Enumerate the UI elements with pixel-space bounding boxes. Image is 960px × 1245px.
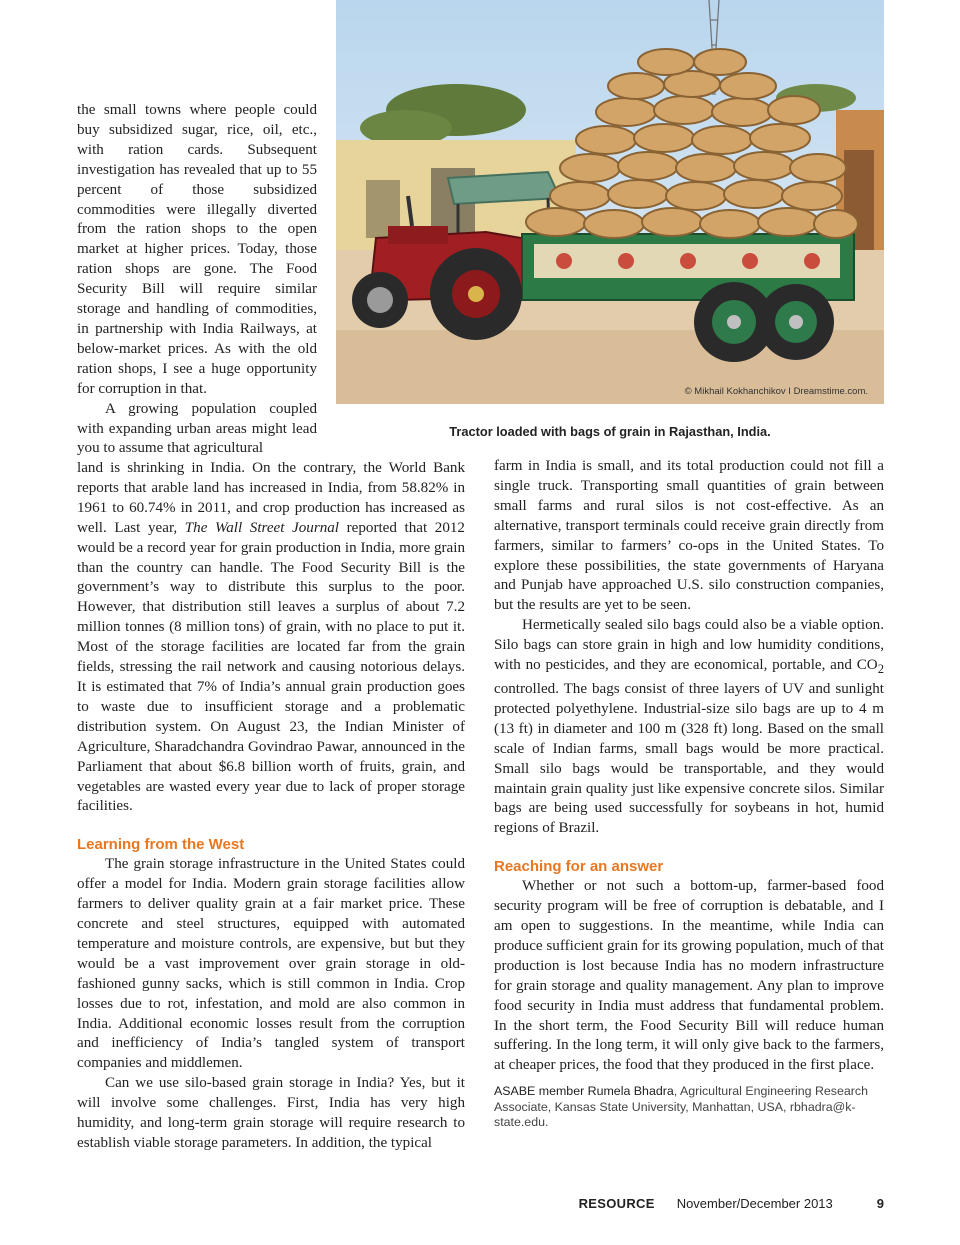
- page-footer: [560, 1196, 884, 1211]
- paragraph-silo-challenges: Can we use silo-based grain storage in India? Yes, but it will involve some challenges. First, India has very high humidity, and long-term grain storage will require research to establish viable storage parameters. In addition, the typical: [77, 1075, 465, 1151]
- author-name: ASABE member Rumela Bhadra: [494, 1084, 674, 1099]
- right-column: [494, 457, 884, 1131]
- paragraph-silo-bags-b: controlled. The bags consist of three layers of UV and sunlight protected polyethylene. Industrial-size silo bags are up to 4 m (13 ft) in diameter and 100 m (328 ft) long. Based on the small scale of Indian farms, small bags would be more practical. Small silo bags would be transportable, and they would maintain grain quality just like expensive concrete silos. Similar bags are being used successfully for soybeans in hot, humid regions of Brazil.: [494, 680, 884, 837]
- left-column-top: [77, 101, 317, 459]
- photo-credit: © Mikhail Kokhanchikov I Dreamstime.com.: [684, 386, 868, 397]
- paragraph-arable-land-a: land is shrinking in India. On the contrary, the World Bank reports that arable land has increased in India, from 58.82% in 1961 to 60.74% in 2011, and crop production has increased as well. Last year,: [77, 460, 465, 536]
- paragraph-ration-shops: the small towns where people could buy subsidized sugar, rice, oil, etc., with ration cards. Subsequent investigation has revealed that up to 55 percent of those subsidized commodities were illegally diverted from the ration shops to the open market at higher prices. Today, those ration shops are gone. The Food Security Bill will require similar storage and handling of commodities, in partnership with India Railways, at below-market prices. As with the old ration shops, I see a huge opportunity for corruption in that.: [77, 102, 317, 397]
- paragraph-conclusion: Whether or not such a bottom-up, farmer-based food security program will be free of corruption is debatable, and I am open to suggestions. In the meantime, while India can produce sufficient grain for its growing population, much of that production is lost because India has no modern infrastructure for grain storage and quality management. Any plan to improve food security in India must address that fundamental problem. In the short term, the Food Security Bill will reduce human suffering. In the long term, it will only give back to the farmers, at cheaper prices, the food that they produced in the first place.: [494, 878, 884, 1074]
- paragraph-small-farms: farm in India is small, and its total production could not fill a single truck. Transporting small quantities of grain between small farms and rural silos is not cost-effective. As an alternative, transport terminals could receive grain directly from farmers, similar to farmers’ co-ops in the United States. To explore these possibilities, the state governments of Haryana and Punjab have approached U.S. silo construction companies, but the results are yet to be seen.: [494, 458, 884, 614]
- paragraph-silo-bags: [494, 616, 884, 839]
- tractor-grain-illustration: [336, 0, 884, 404]
- section-heading-learning: Learning from the West: [77, 836, 245, 854]
- publication-name: RESOURCE: [578, 1196, 655, 1211]
- paragraph-us-infrastructure: The grain storage infrastructure in the United States could offer a model for India. Modern grain storage facilities allow farmers to deliver quality grain at a fair market price. These concrete and steel structures, equipped with automated temperature and moisture controls, are expensive, but but they would be a vast improvement over grain storage in old-fashioned gunny sacks, which is still common in India. Crop losses due to rot, infestation, and mold are also common in India. Additional economic losses result from the corruption and inefficiency of India’s tangled system of transport companies and middlemen.: [77, 856, 465, 1072]
- issue-date: November/December 2013: [676, 1196, 833, 1211]
- page-number: 9: [876, 1196, 884, 1211]
- left-column-bottom: [77, 459, 465, 1154]
- author-affiliation: , Agricultural Engineering Research Associate, Kansas State University, Manhattan, USA, rbhadra@k-state.edu.: [494, 1084, 868, 1130]
- section-heading-reaching: Reaching for an answer: [494, 858, 664, 876]
- wsj-title: The Wall Street Journal: [184, 519, 339, 536]
- paragraph-population-start: A growing population coupled with expanding urban areas might lead you to assume that agricultural: [77, 400, 317, 457]
- paragraph-arable-land: [77, 459, 465, 817]
- co2-subscript: 2: [877, 662, 884, 677]
- photo-caption: Tractor loaded with bags of grain in Rajasthan, India.: [449, 424, 771, 439]
- paragraph-arable-land-b: reported that 2012 would be a record year for grain production in India, more grain than the country can handle. The Food Security Bill is the government’s way to distribute this surplus to the poor. However, that distribution still leaves a surplus of about 7.2 million tonnes (8 million tons) of grain, with no place to put it. Most of the storage facilities are located far from the grain fields, stressing the rail network and causing notorious delays. It is estimated that 7% of India’s annual grain production goes to waste due to insufficient storage and a problematic distribution system. On August 23, the Indian Minister of Agriculture, Sharadchandra Govindrao Pawar, announced in the Parliament that about $6.8 billion worth of fruits, grain, and vegetables are wasted every year due to lack of proper storage facilities.: [77, 519, 465, 815]
- paragraph-silo-bags-a: Hermetically sealed silo bags could also be a viable option. Silo bags can store grain in high and low humidity conditions, with no pesticides, and they are economical, portable, and CO: [494, 617, 884, 674]
- author-byline: [494, 1084, 884, 1131]
- article-photo: [336, 0, 884, 404]
